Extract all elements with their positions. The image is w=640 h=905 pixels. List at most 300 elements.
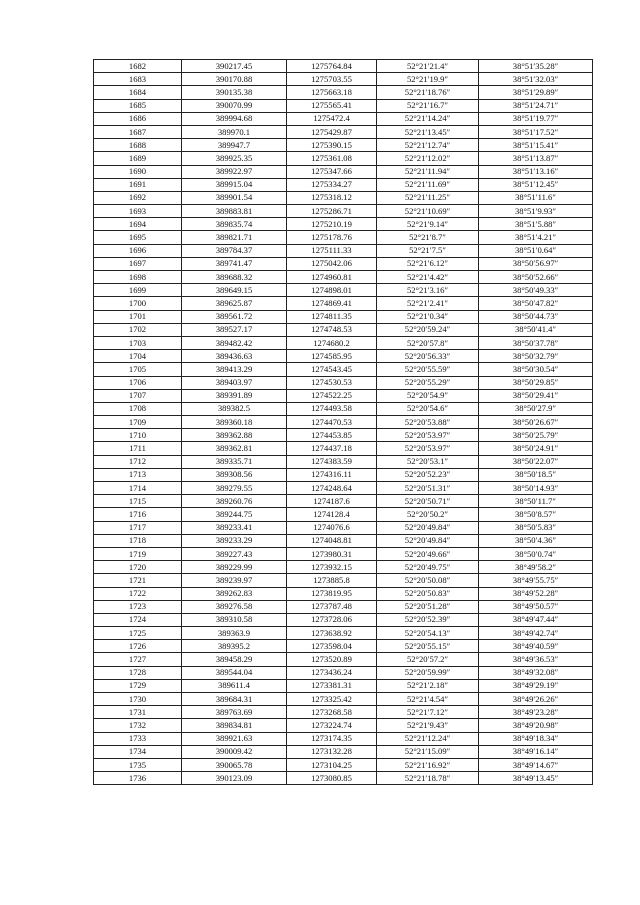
table-row: [94, 125, 593, 138]
table-row: [94, 165, 593, 178]
table-row: [94, 613, 593, 626]
x-coordinate-cell: 389835.74: [182, 218, 287, 231]
x-coordinate-cell: 389239.97: [182, 574, 287, 587]
point-number-cell: 1705: [94, 363, 182, 376]
x-coordinate-cell: 389262.83: [182, 587, 287, 600]
point-number-cell: 1709: [94, 416, 182, 429]
x-coordinate-cell: 389363.9: [182, 627, 287, 640]
x-coordinate-cell: 389279.55: [182, 482, 287, 495]
latitude-cell: 52°21′0.34″: [377, 310, 479, 323]
latitude-cell: 52°21′8.7″: [377, 231, 479, 244]
y-coordinate-cell: 1275347.66: [287, 165, 377, 178]
y-coordinate-cell: 1275111.33: [287, 244, 377, 257]
longitude-cell: 38°50′11.7″: [479, 495, 593, 508]
y-coordinate-cell: 1273080.85: [287, 772, 377, 785]
table-row: [94, 112, 593, 125]
table-row: [94, 402, 593, 415]
latitude-cell: 52°21′4.54″: [377, 693, 479, 706]
longitude-cell: 38°49′18.34″: [479, 732, 593, 745]
table-row: [94, 495, 593, 508]
y-coordinate-cell: 1274960.81: [287, 271, 377, 284]
longitude-cell: 38°49′16.14″: [479, 745, 593, 758]
table-row: [94, 284, 593, 297]
y-coordinate-cell: 1275429.87: [287, 125, 377, 138]
latitude-cell: 52°20′54.13″: [377, 627, 479, 640]
longitude-cell: 38°50′37.78″: [479, 336, 593, 349]
x-coordinate-cell: 389413.29: [182, 363, 287, 376]
table-row: [94, 429, 593, 442]
latitude-cell: 52°21′3.16″: [377, 284, 479, 297]
longitude-cell: 38°50′52.66″: [479, 271, 593, 284]
y-coordinate-cell: 1275472.4: [287, 112, 377, 125]
y-coordinate-cell: 1273598.04: [287, 640, 377, 653]
latitude-cell: 52°20′54.9″: [377, 389, 479, 402]
table-row: [94, 758, 593, 771]
x-coordinate-cell: 389233.29: [182, 534, 287, 547]
x-coordinate-cell: 389403.97: [182, 376, 287, 389]
table-row: [94, 152, 593, 165]
longitude-cell: 38°51′0.64″: [479, 244, 593, 257]
longitude-cell: 38°50′30.54″: [479, 363, 593, 376]
longitude-cell: 38°49′40.59″: [479, 640, 593, 653]
point-number-cell: 1732: [94, 719, 182, 732]
latitude-cell: 52°21′11.94″: [377, 165, 479, 178]
point-number-cell: 1707: [94, 389, 182, 402]
table-row: [94, 482, 593, 495]
table-row: [94, 271, 593, 284]
x-coordinate-cell: 389821.71: [182, 231, 287, 244]
table-row: [94, 547, 593, 560]
point-number-cell: 1731: [94, 706, 182, 719]
y-coordinate-cell: 1274316.11: [287, 468, 377, 481]
longitude-cell: 38°51′13.16″: [479, 165, 593, 178]
latitude-cell: 52°21′16.92″: [377, 758, 479, 771]
longitude-cell: 38°50′29.41″: [479, 389, 593, 402]
longitude-cell: 38°51′32.03″: [479, 73, 593, 86]
x-coordinate-cell: 389544.04: [182, 666, 287, 679]
longitude-cell: 38°51′12.45″: [479, 178, 593, 191]
longitude-cell: 38°50′41.4″: [479, 323, 593, 336]
y-coordinate-cell: 1273381.31: [287, 679, 377, 692]
longitude-cell: 38°51′19.77″: [479, 112, 593, 125]
y-coordinate-cell: 1275318.12: [287, 191, 377, 204]
latitude-cell: 52°21′7.12″: [377, 706, 479, 719]
table-row: [94, 244, 593, 257]
x-coordinate-cell: 389527.17: [182, 323, 287, 336]
latitude-cell: 52°21′11.69″: [377, 178, 479, 191]
table-row: [94, 60, 593, 73]
table-row: [94, 389, 593, 402]
table-row: [94, 666, 593, 679]
latitude-cell: 52°21′21.4″: [377, 60, 479, 73]
table-row: [94, 468, 593, 481]
longitude-cell: 38°49′42.74″: [479, 627, 593, 640]
longitude-cell: 38°49′52.28″: [479, 587, 593, 600]
point-number-cell: 1718: [94, 534, 182, 547]
table-row: [94, 745, 593, 758]
point-number-cell: 1701: [94, 310, 182, 323]
y-coordinate-cell: 1274680.2: [287, 336, 377, 349]
y-coordinate-cell: 1274811.35: [287, 310, 377, 323]
y-coordinate-cell: 1273436.24: [287, 666, 377, 679]
latitude-cell: 52°20′59.99″: [377, 666, 479, 679]
longitude-cell: 38°51′5.88″: [479, 218, 593, 231]
longitude-cell: 38°50′14.93″: [479, 482, 593, 495]
x-coordinate-cell: 389784.37: [182, 244, 287, 257]
longitude-cell: 38°50′24.91″: [479, 442, 593, 455]
latitude-cell: 52°20′50.71″: [377, 495, 479, 508]
y-coordinate-cell: 1274048.81: [287, 534, 377, 547]
x-coordinate-cell: 389921.63: [182, 732, 287, 745]
latitude-cell: 52°20′49.84″: [377, 521, 479, 534]
x-coordinate-cell: 390065.78: [182, 758, 287, 771]
latitude-cell: 52°20′55.15″: [377, 640, 479, 653]
point-number-cell: 1719: [94, 547, 182, 560]
latitude-cell: 52°20′57.8″: [377, 336, 479, 349]
point-number-cell: 1721: [94, 574, 182, 587]
longitude-cell: 38°50′29.85″: [479, 376, 593, 389]
table-row: [94, 627, 593, 640]
x-coordinate-cell: 390123.09: [182, 772, 287, 785]
point-number-cell: 1725: [94, 627, 182, 640]
longitude-cell: 38°50′4.36″: [479, 534, 593, 547]
latitude-cell: 52°21′7.5″: [377, 244, 479, 257]
longitude-cell: 38°50′32.79″: [479, 350, 593, 363]
longitude-cell: 38°50′22.07″: [479, 455, 593, 468]
x-coordinate-cell: 389763.69: [182, 706, 287, 719]
y-coordinate-cell: 1275334.27: [287, 178, 377, 191]
point-number-cell: 1703: [94, 336, 182, 349]
table-row: [94, 455, 593, 468]
x-coordinate-cell: 389395.2: [182, 640, 287, 653]
x-coordinate-cell: 389688.32: [182, 271, 287, 284]
y-coordinate-cell: 1274543.45: [287, 363, 377, 376]
table-row: [94, 587, 593, 600]
table-row: [94, 99, 593, 112]
y-coordinate-cell: 1274869.41: [287, 297, 377, 310]
table-row: [94, 257, 593, 270]
x-coordinate-cell: 389482.42: [182, 336, 287, 349]
table-row: [94, 732, 593, 745]
y-coordinate-cell: 1273325.42: [287, 693, 377, 706]
longitude-cell: 38°50′56.97″: [479, 257, 593, 270]
y-coordinate-cell: 1274470.53: [287, 416, 377, 429]
point-number-cell: 1693: [94, 205, 182, 218]
x-coordinate-cell: 390170.88: [182, 73, 287, 86]
latitude-cell: 52°20′57.2″: [377, 653, 479, 666]
point-number-cell: 1710: [94, 429, 182, 442]
x-coordinate-cell: 389233.41: [182, 521, 287, 534]
longitude-cell: 38°49′47.44″: [479, 613, 593, 626]
x-coordinate-cell: 390135.38: [182, 86, 287, 99]
y-coordinate-cell: 1275764.84: [287, 60, 377, 73]
table-row: [94, 73, 593, 86]
y-coordinate-cell: 1275178.76: [287, 231, 377, 244]
y-coordinate-cell: 1275565.41: [287, 99, 377, 112]
point-number-cell: 1714: [94, 482, 182, 495]
longitude-cell: 38°51′4.21″: [479, 231, 593, 244]
latitude-cell: 52°21′18.78″: [377, 772, 479, 785]
x-coordinate-cell: 389883.81: [182, 205, 287, 218]
latitude-cell: 52°21′13.45″: [377, 125, 479, 138]
longitude-cell: 38°49′13.45″: [479, 772, 593, 785]
point-number-cell: 1694: [94, 218, 182, 231]
y-coordinate-cell: 1274748.53: [287, 323, 377, 336]
y-coordinate-cell: 1274898.01: [287, 284, 377, 297]
latitude-cell: 52°20′52.39″: [377, 613, 479, 626]
latitude-cell: 52°21′16.7″: [377, 99, 479, 112]
x-coordinate-cell: 389227.43: [182, 547, 287, 560]
longitude-cell: 38°50′44.73″: [479, 310, 593, 323]
table-row: [94, 416, 593, 429]
point-number-cell: 1722: [94, 587, 182, 600]
point-number-cell: 1706: [94, 376, 182, 389]
y-coordinate-cell: 1274530.53: [287, 376, 377, 389]
latitude-cell: 52°21′11.25″: [377, 191, 479, 204]
point-number-cell: 1702: [94, 323, 182, 336]
y-coordinate-cell: 1275663.18: [287, 86, 377, 99]
latitude-cell: 52°20′59.24″: [377, 323, 479, 336]
latitude-cell: 52°21′6.12″: [377, 257, 479, 270]
latitude-cell: 52°20′49.66″: [377, 547, 479, 560]
table-row: [94, 139, 593, 152]
longitude-cell: 38°49′58.2″: [479, 561, 593, 574]
point-number-cell: 1727: [94, 653, 182, 666]
y-coordinate-cell: 1275390.15: [287, 139, 377, 152]
longitude-cell: 38°49′36.53″: [479, 653, 593, 666]
point-number-cell: 1716: [94, 508, 182, 521]
x-coordinate-cell: 389684.31: [182, 693, 287, 706]
table-row: [94, 521, 593, 534]
point-number-cell: 1717: [94, 521, 182, 534]
y-coordinate-cell: 1275286.71: [287, 205, 377, 218]
x-coordinate-cell: 389229.99: [182, 561, 287, 574]
longitude-cell: 38°51′9.93″: [479, 205, 593, 218]
point-number-cell: 1724: [94, 613, 182, 626]
longitude-cell: 38°49′20.98″: [479, 719, 593, 732]
latitude-cell: 52°20′55.59″: [377, 363, 479, 376]
y-coordinate-cell: 1273728.06: [287, 613, 377, 626]
table-row: [94, 191, 593, 204]
point-number-cell: 1697: [94, 257, 182, 270]
point-number-cell: 1683: [94, 73, 182, 86]
coordinate-table: [93, 59, 593, 785]
table-row: [94, 323, 593, 336]
latitude-cell: 52°20′51.31″: [377, 482, 479, 495]
y-coordinate-cell: 1273638.92: [287, 627, 377, 640]
point-number-cell: 1711: [94, 442, 182, 455]
point-number-cell: 1728: [94, 666, 182, 679]
latitude-cell: 52°20′50.2″: [377, 508, 479, 521]
x-coordinate-cell: 390217.45: [182, 60, 287, 73]
x-coordinate-cell: 389391.89: [182, 389, 287, 402]
table-row: [94, 205, 593, 218]
x-coordinate-cell: 389458.29: [182, 653, 287, 666]
x-coordinate-cell: 389561.72: [182, 310, 287, 323]
x-coordinate-cell: 389625.87: [182, 297, 287, 310]
table-row: [94, 350, 593, 363]
longitude-cell: 38°51′17.52″: [479, 125, 593, 138]
x-coordinate-cell: 389362.88: [182, 429, 287, 442]
y-coordinate-cell: 1274522.25: [287, 389, 377, 402]
point-number-cell: 1730: [94, 693, 182, 706]
point-number-cell: 1700: [94, 297, 182, 310]
point-number-cell: 1736: [94, 772, 182, 785]
longitude-cell: 38°49′55.75″: [479, 574, 593, 587]
longitude-cell: 38°49′50.57″: [479, 600, 593, 613]
y-coordinate-cell: 1274383.59: [287, 455, 377, 468]
x-coordinate-cell: 389947.7: [182, 139, 287, 152]
latitude-cell: 52°21′12.74″: [377, 139, 479, 152]
point-number-cell: 1695: [94, 231, 182, 244]
latitude-cell: 52°21′14.24″: [377, 112, 479, 125]
longitude-cell: 38°49′14.67″: [479, 758, 593, 771]
x-coordinate-cell: 389649.15: [182, 284, 287, 297]
y-coordinate-cell: 1274076.6: [287, 521, 377, 534]
point-number-cell: 1733: [94, 732, 182, 745]
table-row: [94, 693, 593, 706]
latitude-cell: 52°20′49.75″: [377, 561, 479, 574]
longitude-cell: 38°49′32.08″: [479, 666, 593, 679]
longitude-cell: 38°50′8.57″: [479, 508, 593, 521]
longitude-cell: 38°50′18.5″: [479, 468, 593, 481]
latitude-cell: 52°20′53.1″: [377, 455, 479, 468]
point-number-cell: 1682: [94, 60, 182, 73]
latitude-cell: 52°20′56.33″: [377, 350, 479, 363]
longitude-cell: 38°49′23.28″: [479, 706, 593, 719]
x-coordinate-cell: 389335.71: [182, 455, 287, 468]
y-coordinate-cell: 1274585.95: [287, 350, 377, 363]
y-coordinate-cell: 1273885.8: [287, 574, 377, 587]
table-row: [94, 574, 593, 587]
point-number-cell: 1689: [94, 152, 182, 165]
table-row: [94, 363, 593, 376]
x-coordinate-cell: 389915.04: [182, 178, 287, 191]
x-coordinate-cell: 390009.42: [182, 745, 287, 758]
y-coordinate-cell: 1273932.15: [287, 561, 377, 574]
table-row: [94, 600, 593, 613]
latitude-cell: 52°21′12.02″: [377, 152, 479, 165]
point-number-cell: 1698: [94, 271, 182, 284]
latitude-cell: 52°20′51.28″: [377, 600, 479, 613]
table-row: [94, 178, 593, 191]
latitude-cell: 52°20′50.08″: [377, 574, 479, 587]
longitude-cell: 38°51′29.89″: [479, 86, 593, 99]
latitude-cell: 52°21′2.41″: [377, 297, 479, 310]
latitude-cell: 52°21′15.09″: [377, 745, 479, 758]
y-coordinate-cell: 1273224.74: [287, 719, 377, 732]
table-row: [94, 376, 593, 389]
point-number-cell: 1726: [94, 640, 182, 653]
x-coordinate-cell: 389244.75: [182, 508, 287, 521]
y-coordinate-cell: 1274248.64: [287, 482, 377, 495]
y-coordinate-cell: 1273787.48: [287, 600, 377, 613]
y-coordinate-cell: 1274493.58: [287, 402, 377, 415]
point-number-cell: 1688: [94, 139, 182, 152]
longitude-cell: 38°50′25.79″: [479, 429, 593, 442]
latitude-cell: 52°21′2.18″: [377, 679, 479, 692]
table-row: [94, 772, 593, 785]
x-coordinate-cell: 389834.81: [182, 719, 287, 732]
point-number-cell: 1691: [94, 178, 182, 191]
x-coordinate-cell: 390070.99: [182, 99, 287, 112]
y-coordinate-cell: 1275210.19: [287, 218, 377, 231]
table-row: [94, 442, 593, 455]
y-coordinate-cell: 1273819.95: [287, 587, 377, 600]
longitude-cell: 38°50′49.33″: [479, 284, 593, 297]
point-number-cell: 1687: [94, 125, 182, 138]
longitude-cell: 38°51′11.6″: [479, 191, 593, 204]
longitude-cell: 38°50′47.82″: [479, 297, 593, 310]
longitude-cell: 38°51′13.87″: [479, 152, 593, 165]
y-coordinate-cell: 1274437.18: [287, 442, 377, 455]
table-row: [94, 719, 593, 732]
longitude-cell: 38°50′26.67″: [479, 416, 593, 429]
point-number-cell: 1713: [94, 468, 182, 481]
table-row: [94, 231, 593, 244]
table-row: [94, 336, 593, 349]
point-number-cell: 1685: [94, 99, 182, 112]
point-number-cell: 1723: [94, 600, 182, 613]
x-coordinate-cell: 389362.81: [182, 442, 287, 455]
table-row: [94, 561, 593, 574]
x-coordinate-cell: 389310.58: [182, 613, 287, 626]
longitude-cell: 38°51′15.41″: [479, 139, 593, 152]
latitude-cell: 52°21′18.76″: [377, 86, 479, 99]
latitude-cell: 52°20′55.29″: [377, 376, 479, 389]
x-coordinate-cell: 389970.1: [182, 125, 287, 138]
x-coordinate-cell: 389925.35: [182, 152, 287, 165]
point-number-cell: 1734: [94, 745, 182, 758]
latitude-cell: 52°20′49.84″: [377, 534, 479, 547]
x-coordinate-cell: 389611.4: [182, 679, 287, 692]
point-number-cell: 1735: [94, 758, 182, 771]
table-row: [94, 310, 593, 323]
point-number-cell: 1715: [94, 495, 182, 508]
table-row: [94, 297, 593, 310]
longitude-cell: 38°51′35.28″: [479, 60, 593, 73]
x-coordinate-cell: 389276.58: [182, 600, 287, 613]
coordinate-table-body: [94, 60, 593, 785]
y-coordinate-cell: 1275042.06: [287, 257, 377, 270]
table-row: [94, 86, 593, 99]
x-coordinate-cell: 389360.18: [182, 416, 287, 429]
point-number-cell: 1729: [94, 679, 182, 692]
x-coordinate-cell: 389436.63: [182, 350, 287, 363]
x-coordinate-cell: 389382.5: [182, 402, 287, 415]
table-row: [94, 534, 593, 547]
x-coordinate-cell: 389901.54: [182, 191, 287, 204]
longitude-cell: 38°50′27.9″: [479, 402, 593, 415]
point-number-cell: 1720: [94, 561, 182, 574]
longitude-cell: 38°51′24.71″: [479, 99, 593, 112]
y-coordinate-cell: 1275361.08: [287, 152, 377, 165]
point-number-cell: 1704: [94, 350, 182, 363]
y-coordinate-cell: 1274128.4: [287, 508, 377, 521]
table-row: [94, 508, 593, 521]
point-number-cell: 1708: [94, 402, 182, 415]
y-coordinate-cell: 1273174.35: [287, 732, 377, 745]
y-coordinate-cell: 1273132.28: [287, 745, 377, 758]
latitude-cell: 52°21′9.43″: [377, 719, 479, 732]
y-coordinate-cell: 1275703.55: [287, 73, 377, 86]
latitude-cell: 52°21′9.14″: [377, 218, 479, 231]
x-coordinate-cell: 389260.76: [182, 495, 287, 508]
latitude-cell: 52°21′10.69″: [377, 205, 479, 218]
table-row: [94, 218, 593, 231]
latitude-cell: 52°20′53.97″: [377, 442, 479, 455]
longitude-cell: 38°49′26.26″: [479, 693, 593, 706]
